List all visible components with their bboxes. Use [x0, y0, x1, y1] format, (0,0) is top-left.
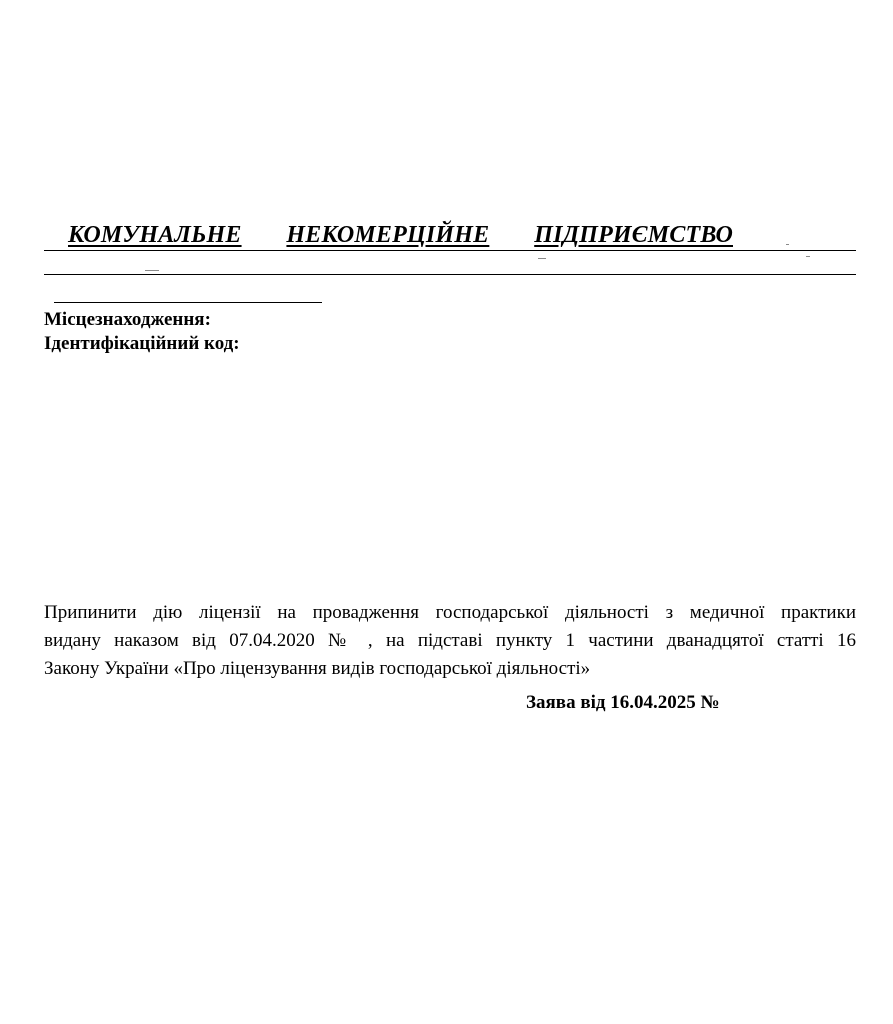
- scan-mark: [806, 256, 810, 257]
- id-code-label: Ідентифікаційний код:: [44, 333, 240, 354]
- organization-name-word-3: ПІДПРИЄМСТВО: [534, 222, 733, 248]
- license-termination-paragraph: [44, 599, 856, 683]
- organization-name: [68, 222, 733, 250]
- paragraph-line-2: видану наказом від 07.04.2020 № , на підставі пункту 1 частини дванадцятої статті 16: [44, 630, 856, 651]
- paragraph-line-1: Припинити дію ліцензії на провадження господарської діяльності з медичної практики: [44, 602, 856, 623]
- location-label: Місцезнаходження:: [44, 309, 211, 330]
- scan-mark: [786, 244, 789, 245]
- paragraph-line-3: Закону України «Про ліцензування видів господарської діяльності»: [44, 658, 591, 679]
- organization-blank-line-3: [54, 302, 322, 303]
- organization-blank-line-2: [44, 274, 856, 275]
- scan-mark: [538, 258, 546, 259]
- organization-name-word-2: НЕКОМЕРЦІЙНЕ: [286, 222, 490, 248]
- application-reference: Заява від 16.04.2025 №: [526, 692, 720, 713]
- scan-mark: [145, 270, 159, 271]
- organization-name-word-1: КОМУНАЛЬНЕ: [68, 222, 242, 248]
